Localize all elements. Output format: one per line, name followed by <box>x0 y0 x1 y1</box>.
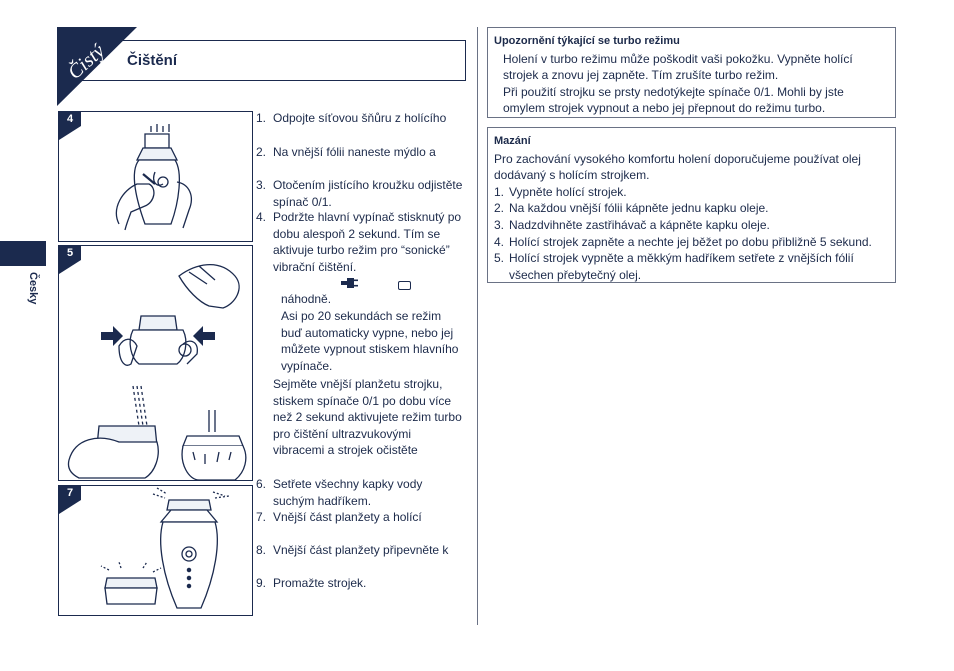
page-title: Čištění <box>127 52 178 69</box>
step-text: Setřete všechny kapky vody suchým hadříkem. <box>273 477 423 508</box>
list-text: Na každou vnější fólii kápněte jednu kapku oleje. <box>509 201 769 216</box>
lubrication-box <box>487 127 896 283</box>
turbo-notice-paragraph: Při použití strojku se prsty nedotýkejte spínače 0/1. Mohli by jste omylem strojek vypnout a nebo jej přepnout do režimu turbo. <box>503 84 844 116</box>
step-4-continuation-1: náhodně. <box>281 292 332 306</box>
list-text: Vypněte holící strojek. <box>509 184 627 199</box>
list-text: Holící strojek vypněte a měkkým hadříkem setřete z vnějších fólií všechen přebytečný olej. <box>509 251 854 282</box>
step-text: Otočením jistícího kroužku odjistěte spínač 0/1. <box>273 178 463 209</box>
plug-icon <box>341 277 359 292</box>
list-number: 5. <box>494 251 505 266</box>
step-number: 7. <box>256 510 267 524</box>
language-tab <box>0 241 46 266</box>
list-number: 1. <box>494 184 505 199</box>
list-item <box>494 200 889 217</box>
illustration-shaver-dry <box>59 486 253 616</box>
turbo-notice-paragraph: Holení v turbo režimu může poškodit vaši pokožku. Vypněte holící strojek a znovu jej zapněte. Tím zrušíte turbo režim. <box>503 51 853 83</box>
step-3 <box>256 177 464 210</box>
list-item <box>494 250 889 283</box>
list-item <box>494 217 889 234</box>
step-7 <box>256 509 464 526</box>
figure-7 <box>58 485 253 616</box>
step-text: Podržte hlavní vypínač stisknutý po dobu alespoň 2 sekund. Tím se aktivuje turbo režim pro “sonické” vibrační čištění. <box>273 210 462 274</box>
lubrication-intro: Pro zachování vysokého komfortu holení doporučujeme používat olej dodávaný s holícím strojkem. <box>494 151 861 183</box>
step-number: 9. <box>256 576 267 590</box>
lubrication-heading: Mazání <box>494 135 531 147</box>
list-number: 2. <box>494 201 505 216</box>
step-1 <box>256 110 464 127</box>
list-text: Nadzdvihněte zastřihávač a kápněte kapku oleje. <box>509 217 770 232</box>
step-number: 1. <box>256 111 267 125</box>
step-4 <box>256 209 464 275</box>
step-number: 8. <box>256 543 267 557</box>
step-text: Na vnější fólii naneste mýdlo a <box>273 145 436 159</box>
figure-4 <box>58 111 253 242</box>
illustration-foil-rinse <box>59 246 253 481</box>
corner-label: Čistý <box>63 40 110 84</box>
illustration-shaver-soap <box>59 112 253 242</box>
step-number: 6. <box>256 477 267 491</box>
step-4-continuation-2: Asi po 20 sekundách se režim buď automaticky vypne, nebo jej můžete vypnout stiskem hlavního vypínače. <box>281 309 459 373</box>
step-8 <box>256 542 464 559</box>
list-number: 4. <box>494 234 505 249</box>
step-text: Vnější část planžety připevněte k <box>273 543 449 557</box>
figure-number: 7 <box>59 486 81 500</box>
step-5: Sejměte vnější planžetu strojku, stiskem spínače 0/1 po dobu více než 2 sekund aktivujete režim turbo pro čištění ultrazvukovými vibracemi a strojek očistěte <box>273 377 462 457</box>
list-item <box>494 234 889 251</box>
step-number: 2. <box>256 145 267 159</box>
step-number: 4. <box>256 210 267 224</box>
column-divider <box>477 27 478 625</box>
list-item <box>494 184 889 201</box>
language-label: Česky <box>27 272 39 305</box>
step-number: 3. <box>256 178 267 192</box>
step-9 <box>256 575 464 592</box>
list-text: Holící strojek zapněte a nechte jej běžet po dobu přibližně 5 sekund. <box>509 234 872 249</box>
figure-number: 5 <box>59 246 81 260</box>
step-text: Promažte strojek. <box>273 576 367 590</box>
figure-5 <box>58 245 253 481</box>
step-2 <box>256 144 464 161</box>
step-6 <box>256 476 464 509</box>
step-text: Vnější část planžety a holící <box>273 510 422 524</box>
header-box <box>58 40 466 84</box>
turbo-notice-box <box>487 27 896 118</box>
turbo-notice-heading: Upozornění týkající se turbo režimu <box>494 35 680 47</box>
list-number: 3. <box>494 217 505 232</box>
figure-number: 4 <box>59 112 81 126</box>
step-text: Odpojte síťovou šňůru z holícího <box>273 111 447 125</box>
